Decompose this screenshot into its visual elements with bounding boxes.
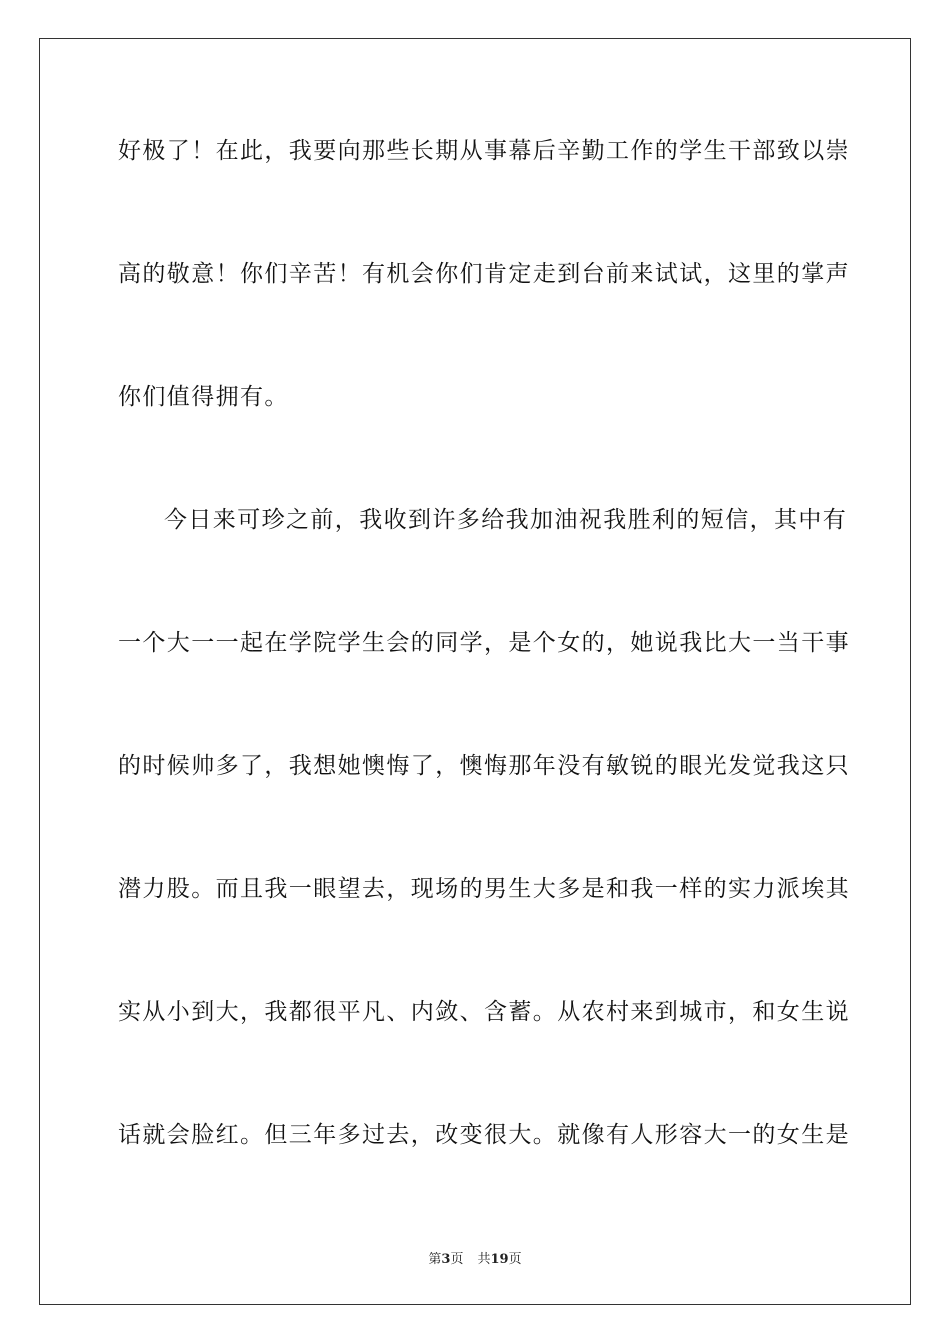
page-prefix: 第 [428, 1252, 442, 1267]
total-prefix: 共 [477, 1252, 491, 1267]
page-suffix: 页 [450, 1252, 464, 1267]
text-line-4: 今日来可珍之前，我收到许多给我加油祝我胜利的短信，其中有 [164, 507, 848, 533]
text-line-5: 一个大一一起在学院学生会的同学，是个女的，她说我比大一当干事 [118, 630, 850, 656]
text-line-3: 你们值得拥有。 [118, 384, 289, 410]
text-line-6: 的时候帅多了，我想她懊悔了，懊悔那年没有敏锐的眼光发觉我这只 [118, 753, 850, 779]
page-footer [0, 1248, 950, 1267]
text-line-9: 话就会脸红。但三年多过去，改变很大。就像有人形容大一的女生是 [118, 1122, 850, 1148]
page-border [39, 38, 911, 1305]
text-line-2: 高的敬意！你们辛苦！有机会你们肯定走到台前来试试，这里的掌声 [118, 261, 850, 287]
text-line-8: 实从小到大，我都很平凡、内敛、含蓄。从农村来到城市，和女生说 [118, 999, 850, 1025]
text-line-1: 好极了！在此，我要向那些长期从事幕后辛勤工作的学生干部致以崇 [118, 138, 850, 164]
page-number: 3 [441, 1252, 451, 1267]
text-line-7: 潜力股。而且我一眼望去，现场的男生大多是和我一样的实力派埃其 [118, 876, 850, 902]
total-suffix: 页 [508, 1252, 522, 1267]
total-pages: 19 [490, 1252, 509, 1267]
